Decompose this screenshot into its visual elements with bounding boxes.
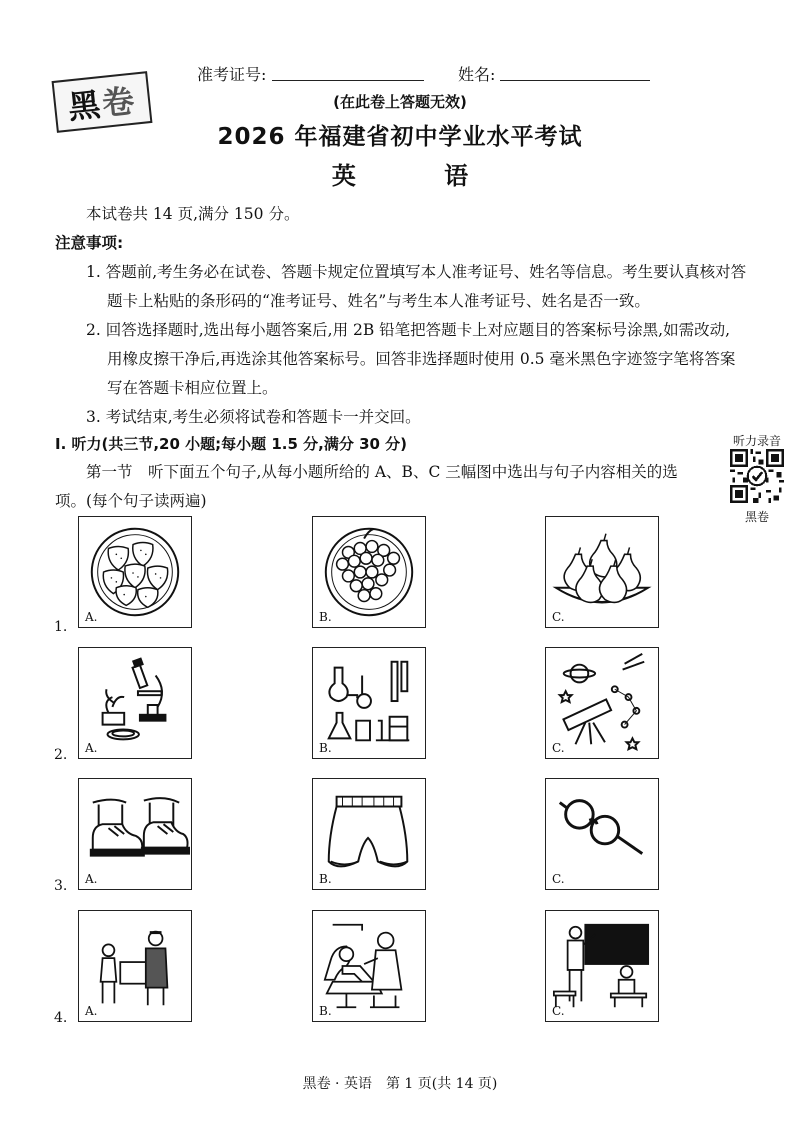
question-1-number: 1. bbox=[54, 619, 68, 635]
question-2-option-b[interactable] bbox=[312, 647, 426, 759]
question-4-number: 4. bbox=[54, 1010, 68, 1026]
option-label: B. bbox=[319, 610, 332, 624]
option-label: C. bbox=[552, 741, 565, 755]
option-label: B. bbox=[319, 1004, 332, 1018]
option-label: C. bbox=[552, 872, 565, 886]
option-label: A. bbox=[85, 610, 98, 624]
question-3-option-a[interactable] bbox=[78, 778, 192, 890]
note-2-line-3: 写在答题卡相应位置上。 bbox=[107, 379, 278, 397]
question-1-option-b[interactable] bbox=[312, 516, 426, 628]
exam-id-label: 准考证号: bbox=[197, 65, 267, 84]
badge-char-2: 卷 bbox=[100, 81, 139, 123]
question-2-option-c[interactable] bbox=[545, 647, 659, 759]
option-label: B. bbox=[319, 741, 332, 755]
question-1-option-c[interactable] bbox=[545, 516, 659, 628]
note-2-line-2: 用橡皮擦干净后,再选涂其他答案标号。回答非选择题时使用 0.5 毫米黑色字迹签字笔将答案 bbox=[107, 350, 736, 368]
option-label: A. bbox=[85, 1004, 98, 1018]
badge-char-1: 黑 bbox=[66, 85, 105, 127]
exam-title: 2026 年福建省初中学业水平考试 bbox=[217, 124, 583, 150]
qr-bottom-caption: 黑卷 bbox=[744, 510, 769, 524]
question-3-option-c[interactable] bbox=[545, 778, 659, 890]
option-label: A. bbox=[85, 872, 98, 886]
question-4-option-a[interactable] bbox=[78, 910, 192, 1022]
note-1-line-1: 1. 答题前,考生务必在试卷、答题卡规定位置填写本人准考证号、姓名等信息。考生要认真核对答 bbox=[86, 263, 747, 281]
question-3-number: 3. bbox=[54, 878, 68, 894]
part-1-instruction-line-2: 项。(每个句子读两遍) bbox=[55, 492, 207, 510]
name-label: 姓名: bbox=[458, 65, 496, 84]
question-4-option-c[interactable] bbox=[545, 910, 659, 1022]
intro-text: 本试卷共 14 页,满分 150 分。 bbox=[86, 205, 300, 223]
option-label: B. bbox=[319, 872, 332, 886]
note-2-line-1: 2. 回答选择题时,选出每小题答案后,用 2B 铅笔把答题卡上对应题目的答案标号涂黑,如需改动, bbox=[86, 321, 731, 339]
note-1-line-2: 题卡上粘贴的条形码的“准考证号、姓名”与考生本人准考证号、姓名是否一致。 bbox=[107, 292, 650, 310]
question-3-option-b[interactable] bbox=[312, 778, 426, 890]
qr-code-icon[interactable] bbox=[730, 449, 784, 503]
option-label: A. bbox=[85, 741, 98, 755]
name-field[interactable] bbox=[500, 62, 650, 81]
question-1-option-a[interactable] bbox=[78, 516, 192, 628]
exam-id-field[interactable] bbox=[272, 62, 424, 81]
option-label: C. bbox=[552, 1004, 565, 1018]
subject-title: 英 语 bbox=[331, 162, 509, 190]
question-2-option-a[interactable] bbox=[78, 647, 192, 759]
page-footer: 黑卷 · 英语 第 1 页(共 14 页) bbox=[302, 1076, 498, 1092]
qr-top-caption: 听力录音 bbox=[732, 434, 781, 448]
question-4-option-b[interactable] bbox=[312, 910, 426, 1022]
option-label: C. bbox=[552, 610, 565, 624]
part-1-instruction-line-1: 第一节 听下面五个句子,从每小题所给的 A、B、C 三幅图中选出与句子内容相关的选 bbox=[86, 463, 678, 481]
note-3: 3. 考试结束,考生必须将试卷和答题卡一并交回。 bbox=[86, 408, 421, 426]
invalid-notice: (在此卷上答题无效) bbox=[333, 93, 467, 111]
listening-section-heading: Ⅰ. 听力(共三节,20 小题;每小题 1.5 分,满分 30 分) bbox=[55, 435, 408, 453]
question-2-number: 2. bbox=[54, 747, 68, 763]
notes-heading: 注意事项: bbox=[55, 234, 124, 252]
